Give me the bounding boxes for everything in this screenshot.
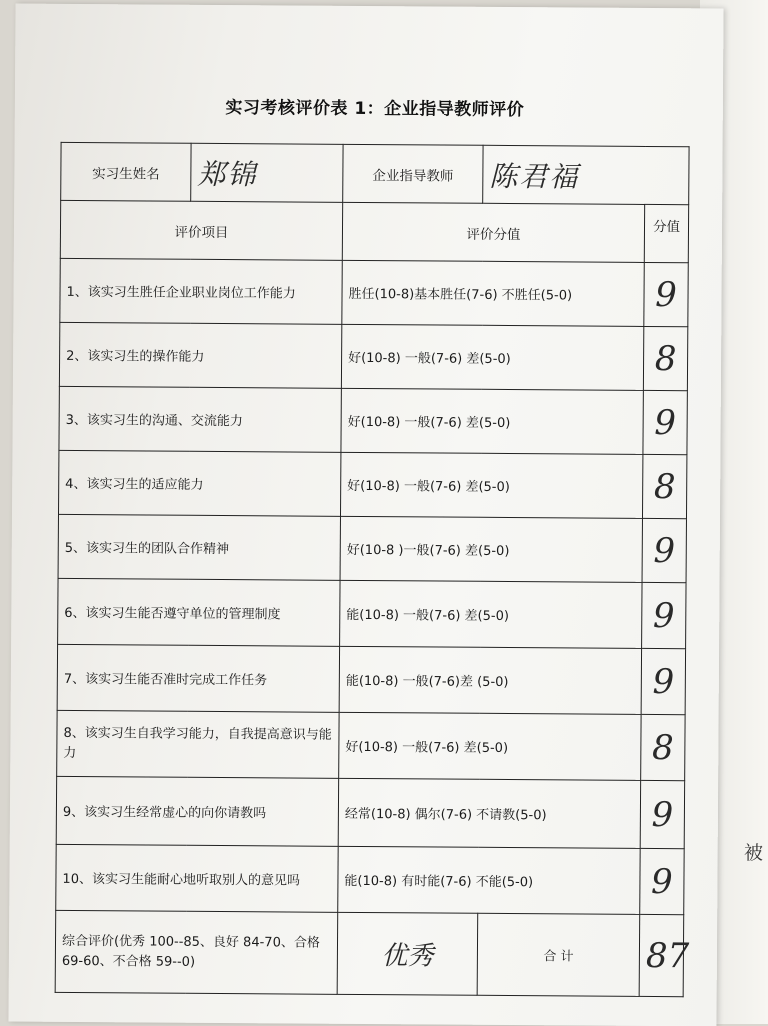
evaluation-table	[55, 142, 690, 997]
criterion-scale: 好(10-8) 一般(7-6) 差(5-0)	[339, 712, 641, 780]
criterion-text: 10、该实习生能耐心地听取别人的意见吗	[56, 844, 338, 912]
criterion-scale: 能(10-8) 有时能(7-6) 不能(5-0)	[338, 846, 640, 914]
table-row	[59, 322, 687, 390]
student-info-row	[61, 142, 689, 204]
form-title: 实习考核评价表 1：企业指导教师评价	[225, 98, 525, 121]
table-row	[58, 578, 686, 648]
table-row	[57, 644, 685, 714]
criterion-score: 8	[641, 714, 685, 780]
criterion-score: 9	[642, 582, 686, 648]
criterion-score: 9	[642, 518, 686, 582]
table-row	[60, 258, 688, 326]
criterion-scale: 好(10-8) 一般(7-6) 差(5-0)	[340, 452, 642, 518]
criterion-score: 9	[640, 848, 684, 914]
total-score: 87	[639, 914, 684, 996]
evaluation-form-page	[8, 4, 723, 1026]
mentor-signature: 陈君福	[483, 145, 689, 204]
table-row	[56, 776, 684, 848]
criterion-text: 3、该实习生的沟通、交流能力	[59, 386, 341, 452]
criterion-scale: 好(10-8) 一般(7-6) 差(5-0)	[341, 324, 643, 390]
table-row	[56, 844, 684, 914]
criterion-scale: 经常(10-8) 偶尔(7-6) 不请教(5-0)	[338, 778, 640, 848]
student-name-label: 实习生姓名	[61, 142, 191, 201]
criterion-scale: 能(10-8) 一般(7-6) 差(5-0)	[340, 580, 642, 648]
background-sheet-text: 被	[744, 842, 764, 864]
criterion-text: 6、该实习生能否遵守单位的管理制度	[58, 578, 340, 646]
criterion-scale: 能(10-8) 一般(7-6)差 (5-0)	[339, 646, 641, 714]
criterion-score: 9	[640, 780, 684, 848]
criterion-text: 1、该实习生胜任企业职业岗位工作能力	[60, 258, 342, 324]
summary-row	[55, 910, 684, 996]
criterion-text: 7、该实习生能否准时完成工作任务	[57, 644, 339, 712]
criterion-score: 9	[641, 648, 685, 714]
table-row	[57, 710, 685, 780]
header-row	[60, 200, 688, 262]
criterion-text: 4、该实习生的适应能力	[58, 450, 340, 516]
overall-rating-handwritten: 优秀	[337, 912, 478, 995]
criterion-scale: 好(10-8) 一般(7-6) 差(5-0)	[341, 388, 643, 454]
total-label: 合 计	[477, 913, 640, 996]
criterion-text: 9、该实习生经常虚心的向你请教吗	[56, 776, 338, 846]
mentor-label: 企业指导教师	[343, 144, 483, 203]
criterion-score: 8	[643, 326, 687, 390]
criterion-score: 8	[642, 454, 686, 518]
criterion-score: 9	[644, 262, 688, 326]
criterion-text: 8、该实习生自我学习能力，自我提高意识与能力	[57, 710, 339, 778]
table-row	[59, 386, 687, 454]
criterion-text: 2、该实习生的操作能力	[59, 322, 341, 388]
column-header-scale: 评价分值	[342, 202, 644, 262]
table-row	[58, 514, 686, 582]
criterion-scale: 胜任(10-8)基本胜任(7-6) 不胜任(5-0)	[342, 260, 644, 326]
criterion-score: 9	[643, 390, 687, 454]
criterion-text: 5、该实习生的团队合作精神	[58, 514, 340, 580]
table-row	[58, 450, 686, 518]
column-header-score: 分值	[644, 204, 688, 262]
student-name-signature: 郑锦	[191, 143, 343, 202]
criterion-scale: 好(10-8 )一般(7-6) 差(5-0)	[340, 516, 642, 582]
overall-rating-label: 综合评价(优秀 100--85、良好 84-70、合格 69-60、不合格 59--0)	[55, 910, 338, 994]
column-header-item: 评价项目	[60, 200, 342, 260]
